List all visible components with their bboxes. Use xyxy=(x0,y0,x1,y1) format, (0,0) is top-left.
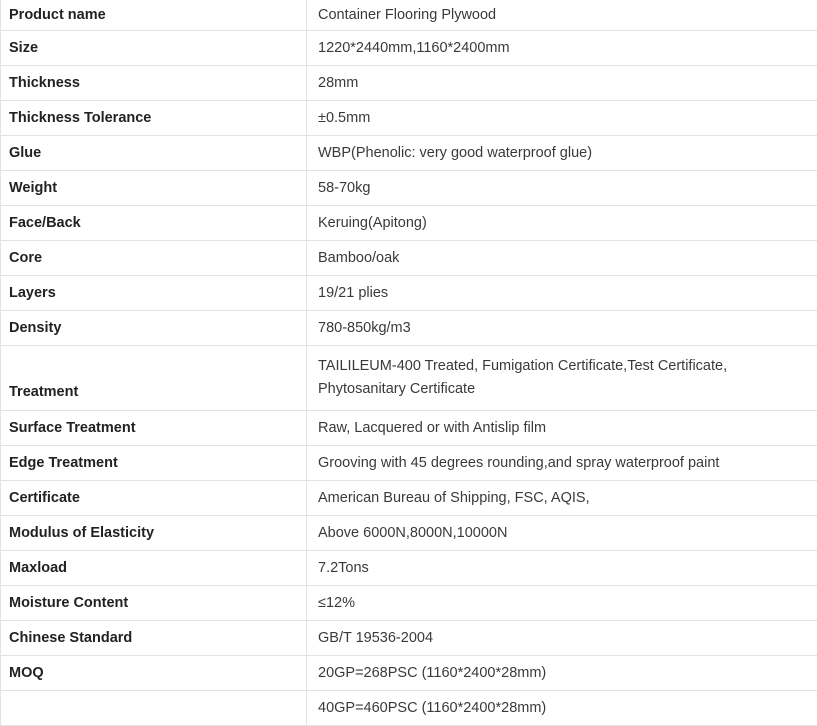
row-label: Size xyxy=(1,31,307,66)
row-label: Face/Back xyxy=(1,206,307,241)
row-value: 7.2Tons xyxy=(307,551,817,586)
table-row xyxy=(1,586,817,621)
row-label: Surface Treatment xyxy=(1,411,307,446)
row-value: Grooving with 45 degrees rounding,and spray waterproof paint xyxy=(307,446,817,481)
row-value: WBP(Phenolic: very good waterproof glue) xyxy=(307,136,817,171)
row-value: ≤12% xyxy=(307,586,817,621)
row-label: MOQ xyxy=(1,656,307,691)
table-row xyxy=(1,206,817,241)
table-row xyxy=(1,276,817,311)
row-label: Thickness Tolerance xyxy=(1,101,307,136)
row-label: Glue xyxy=(1,136,307,171)
table-row xyxy=(1,656,817,691)
row-label: Modulus of Elasticity xyxy=(1,516,307,551)
table-row xyxy=(1,516,817,551)
table-row xyxy=(1,136,817,171)
table-row xyxy=(1,481,817,516)
row-label: Maxload xyxy=(1,551,307,586)
row-value: Keruing(Apitong) xyxy=(307,206,817,241)
row-value: 40GP=460PSC (1160*2400*28mm) xyxy=(307,691,817,726)
row-label: Treatment xyxy=(1,346,307,411)
table-row xyxy=(1,621,817,656)
row-label: Thickness xyxy=(1,66,307,101)
row-label xyxy=(1,691,307,726)
row-value: GB/T 19536-2004 xyxy=(307,621,817,656)
row-label: Density xyxy=(1,311,307,346)
row-value: 20GP=268PSC (1160*2400*28mm) xyxy=(307,656,817,691)
table-row xyxy=(1,551,817,586)
table-row xyxy=(1,31,817,66)
row-value: 58-70kg xyxy=(307,171,817,206)
row-label: Certificate xyxy=(1,481,307,516)
table-row xyxy=(1,241,817,276)
row-value: TAILILEUM-400 Treated, Fumigation Certificate,Test Certificate, Phytosanitary Certificate xyxy=(307,346,817,411)
row-value: Container Flooring Plywood xyxy=(307,0,817,31)
row-value: 1220*2440mm,1160*2400mm xyxy=(307,31,817,66)
row-value: 780-850kg/m3 xyxy=(307,311,817,346)
table-row xyxy=(1,346,817,411)
row-value: ±0.5mm xyxy=(307,101,817,136)
row-label: Layers xyxy=(1,276,307,311)
table-row xyxy=(1,691,817,726)
table-row xyxy=(1,311,817,346)
table-row xyxy=(1,411,817,446)
row-label: Moisture Content xyxy=(1,586,307,621)
table-row xyxy=(1,446,817,481)
row-value: 28mm xyxy=(307,66,817,101)
table-row xyxy=(1,0,817,31)
row-label: Chinese Standard xyxy=(1,621,307,656)
table-row xyxy=(1,101,817,136)
row-value: 19/21 plies xyxy=(307,276,817,311)
table-row xyxy=(1,171,817,206)
row-value: Above 6000N,8000N,10000N xyxy=(307,516,817,551)
row-value: Raw, Lacquered or with Antislip film xyxy=(307,411,817,446)
row-label: Core xyxy=(1,241,307,276)
table-row xyxy=(1,66,817,101)
row-label: Product name xyxy=(1,0,307,31)
row-label: Edge Treatment xyxy=(1,446,307,481)
row-label: Weight xyxy=(1,171,307,206)
row-value: Bamboo/oak xyxy=(307,241,817,276)
row-value: American Bureau of Shipping, FSC, AQIS, xyxy=(307,481,817,516)
